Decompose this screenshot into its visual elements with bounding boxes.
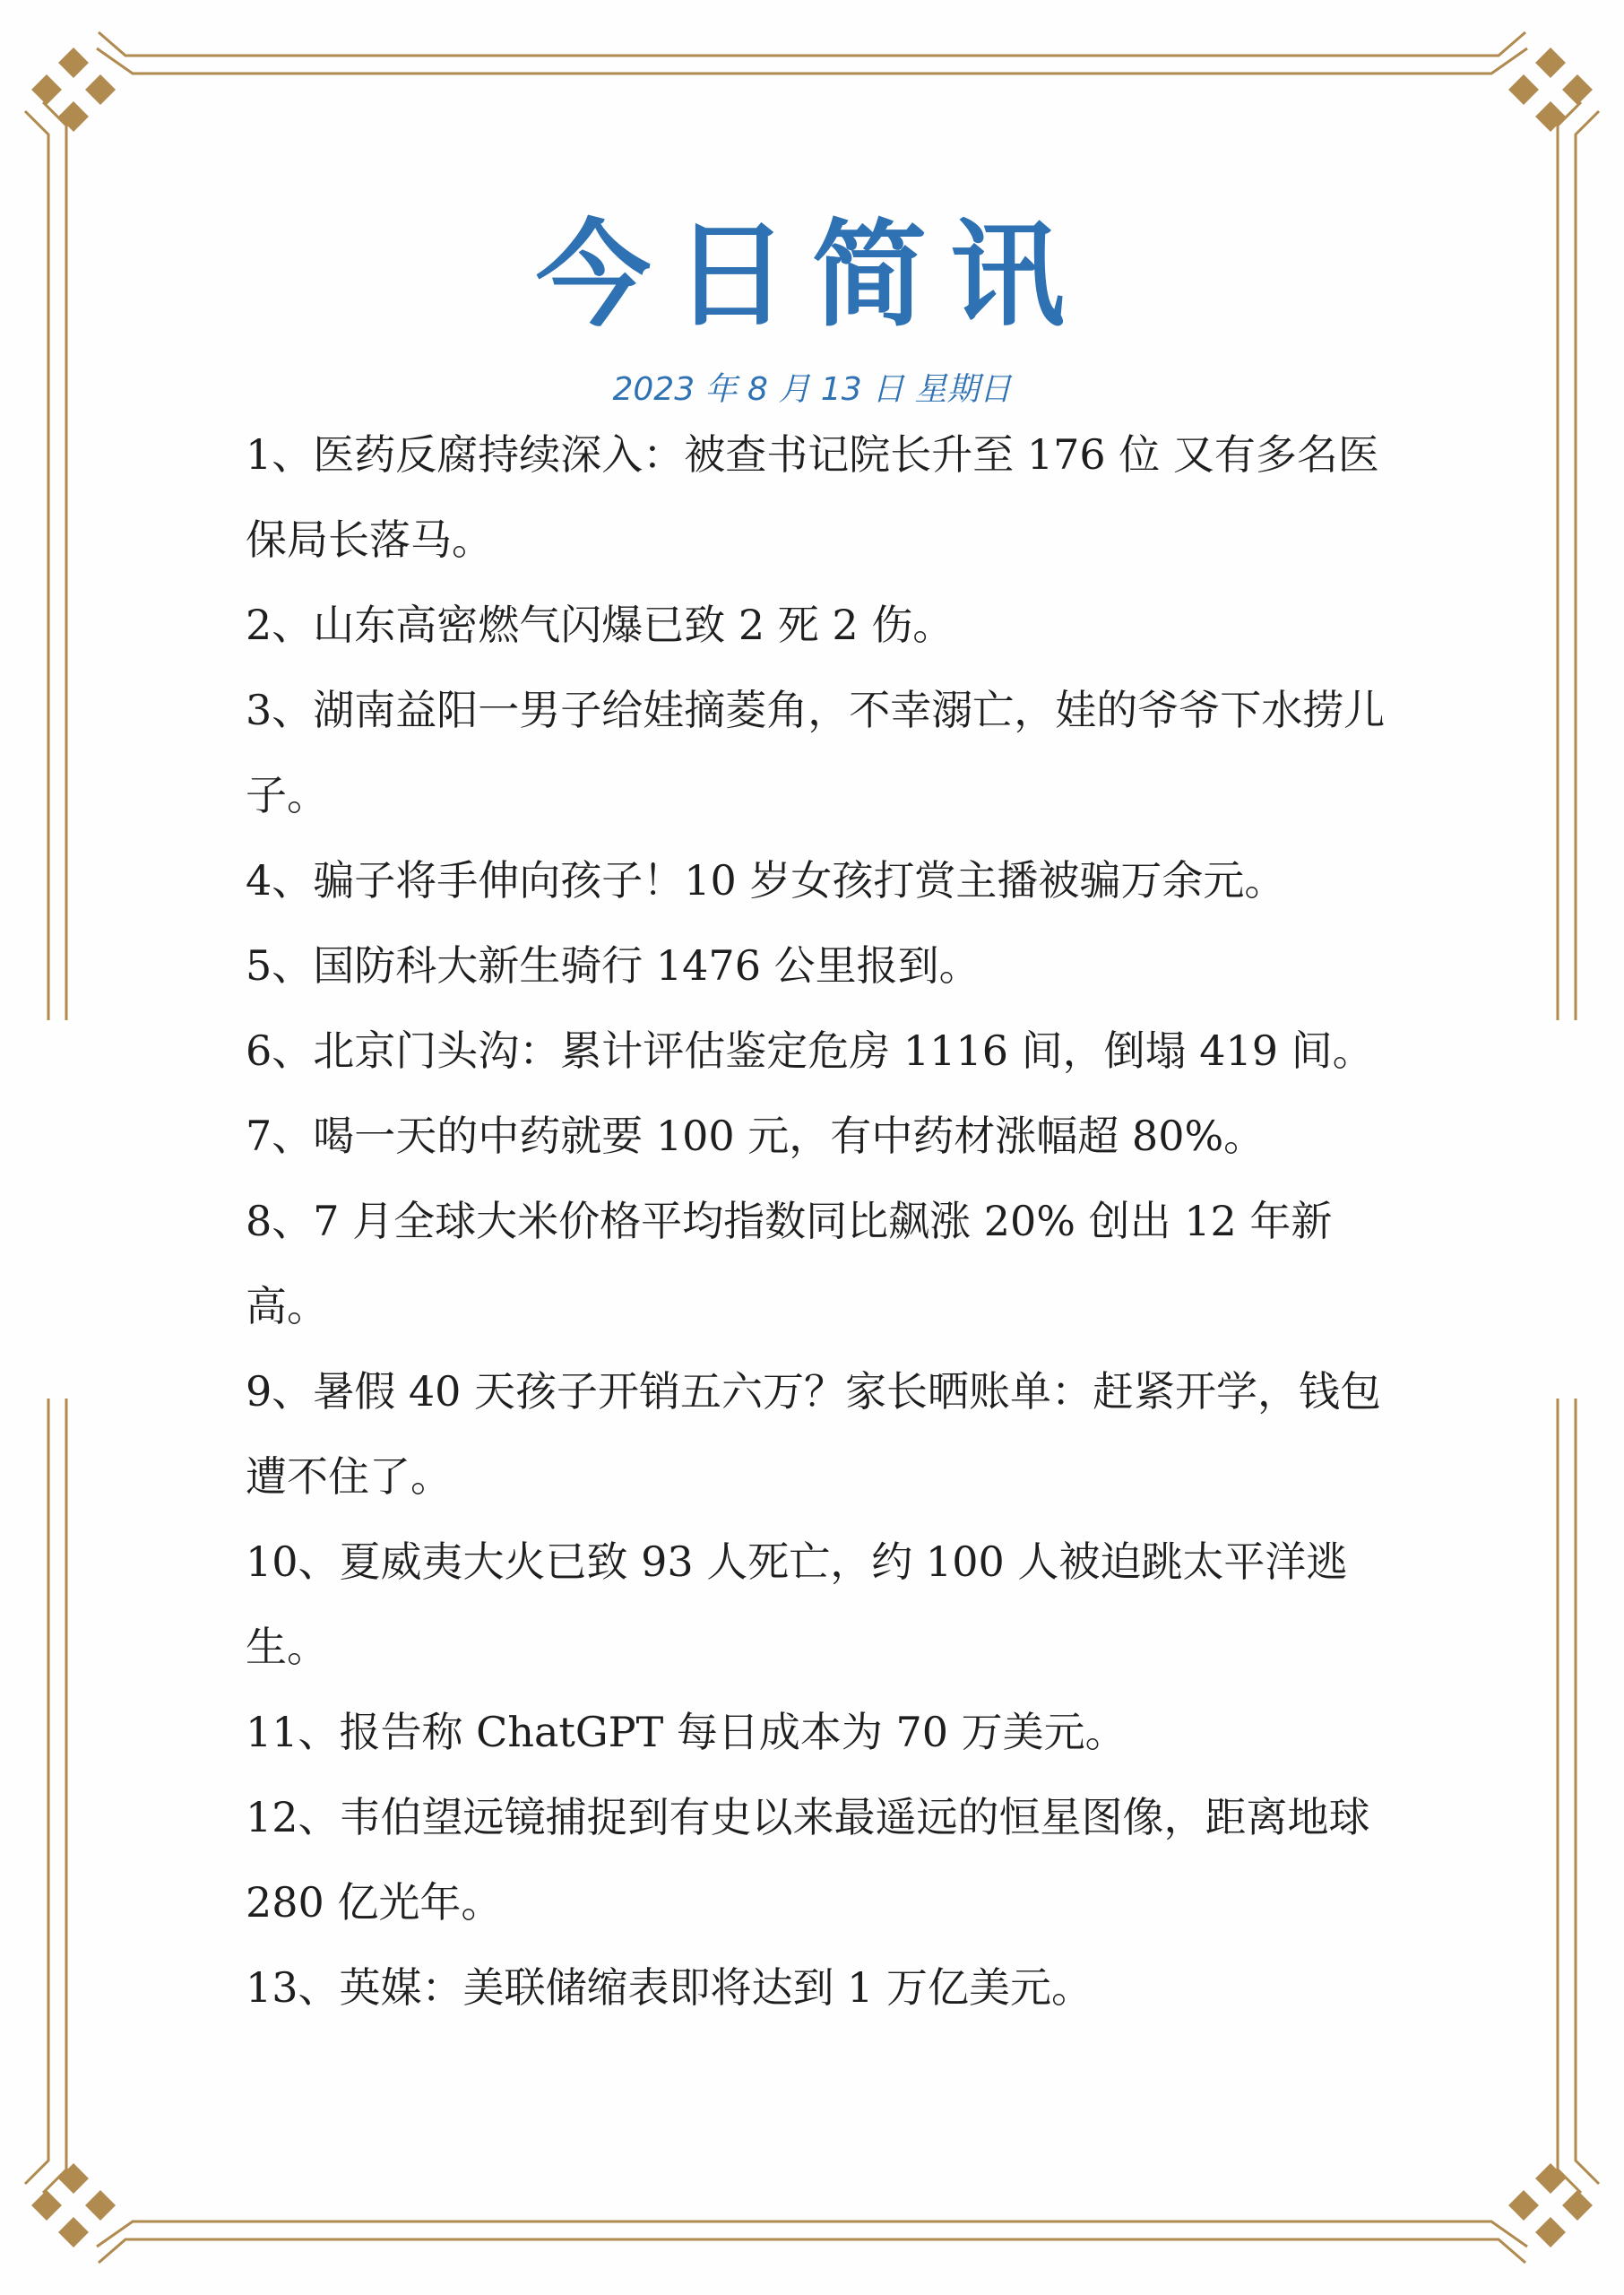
news-item-11: 11、报告称 ChatGPT 每日成本为 70 万美元。 — [246, 1708, 1127, 1756]
news-item-9: 9、暑假 40 天孩子开销五六万？家长晒账单：赶紧开学，钱包遭不住了。 — [246, 1367, 1382, 1501]
page-title: 今日简讯 — [535, 209, 1088, 342]
news-item-13: 13、英媒：美联储缩表即将达到 1 万亿美元。 — [246, 1963, 1093, 2012]
date-line: 2023 年 8 月 13 日 星期日 — [612, 371, 1012, 408]
news-item-7: 7、喝一天的中药就要 100 元，有中药材涨幅超 80%。 — [246, 1112, 1266, 1160]
news-item-10: 10、夏威夷大火已致 93 人死亡，约 100 人被迫跳太平洋逃生。 — [246, 1537, 1348, 1671]
news-item-4: 4、骗子将手伸向孩子！10 岁女孩打赏主播被骗万余元。 — [246, 856, 1286, 905]
news-item-2: 2、山东高密燃气闪爆已致 2 死 2 伤。 — [246, 601, 955, 649]
news-item-1: 1、医药反腐持续深入：被查书记院长升至 176 位 又有多名医保局长落马。 — [246, 430, 1379, 564]
news-list — [246, 412, 1402, 2031]
news-item-12: 12、韦伯望远镜捕捉到有史以来最遥远的恒星图像，距离地球 280 亿光年。 — [246, 1793, 1370, 1927]
news-item-3: 3、湖南益阳一男子给娃摘菱角，不幸溺亡，娃的爷爷下水捞儿子。 — [246, 686, 1386, 819]
news-item-6: 6、北京门头沟：累计评估鉴定危房 1116 间，倒塌 419 间。 — [246, 1026, 1374, 1075]
news-item-5: 5、国防科大新生骑行 1476 公里报到。 — [246, 941, 980, 990]
news-item-8: 8、7 月全球大米价格平均指数同比飙涨 20% 创出 12 年新高。 — [246, 1197, 1333, 1330]
